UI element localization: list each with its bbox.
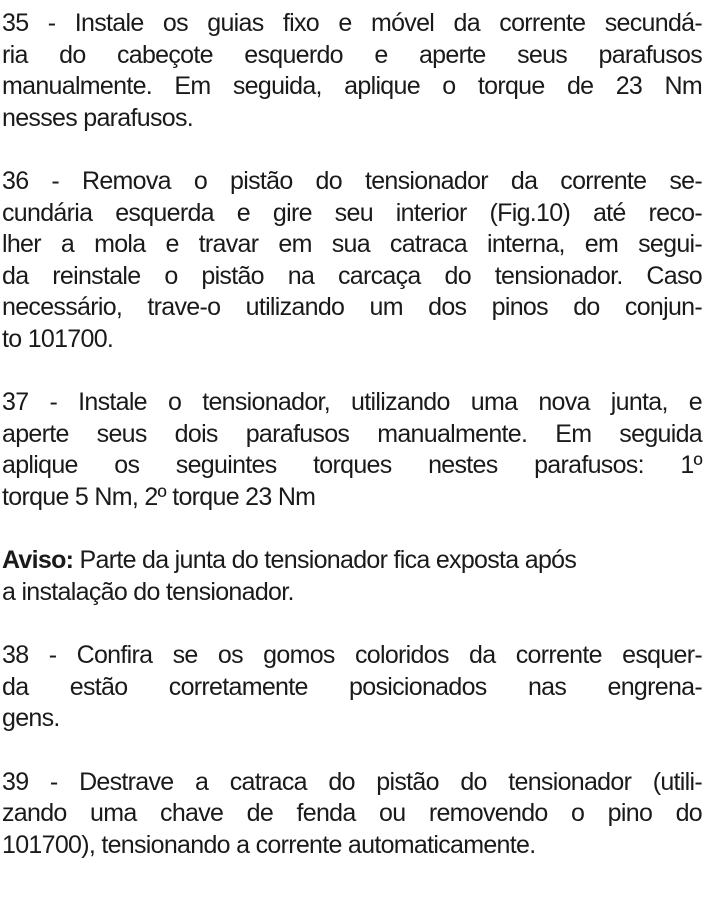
text-line: da reinstale o pistão na carcaça do tensionador. Caso [2,261,702,290]
text-line: cundária esquerda e gire seu interior (Fig.10) até reco- [2,198,702,227]
text-line [2,545,702,577]
text-line: ria do cabeçote esquerdo e aperte seus parafusos [2,40,702,69]
text-line: to 101700. [2,324,114,353]
text-line: aplique os seguintes torques nestes parafusos: 1º [2,451,702,479]
text-line: gens. [2,704,60,732]
text-line: torque 5 Nm, 2º torque 23 Nm [2,482,316,511]
warning-paragraph [2,545,702,608]
text-line: manualmente. Em seguida, aplique o torque de 23 Nm [2,72,702,100]
text-line: zando uma chave de fenda ou removendo o pino do [2,799,702,827]
text-line: 35 - Instale os guias fixo e móvel da corrente secundá- [2,9,702,37]
text-line: 37 - Instale o tensionador, utilizando uma nova junta, e [2,388,702,416]
text-line: 101700), tensionando a corrente automaticamente. [2,830,536,859]
text-line: lher a mola e travar em sua catraca interna, em segui- [2,230,702,258]
step-38-paragraph [2,640,702,735]
text-line: 38 - Confira se os gomos coloridos da corrente esquer- [2,641,702,669]
warning-label: Aviso: [2,546,74,574]
text-line: a instalação do tensionador. [2,577,294,606]
warning-text: Parte da junta do tensionador fica exposta após [73,546,577,574]
step-35-paragraph [2,8,702,134]
step-37-paragraph [2,387,702,513]
step-36-paragraph [2,166,702,355]
text-line: 39 - Destrave a catraca do pistão do tensionador (utili- [2,767,702,796]
text-line: aperte seus dois parafusos manualmente. Em seguida [2,419,702,448]
step-39-paragraph [2,767,702,862]
text-line: necessário, trave-o utilizando um dos pinos do conjun- [2,293,702,321]
text-line: nesses parafusos. [2,103,193,132]
text-line: 36 - Remova o pistão do tensionador da corrente se- [2,167,702,195]
text-line: da estão corretamente posicionados nas engrena- [2,672,702,701]
